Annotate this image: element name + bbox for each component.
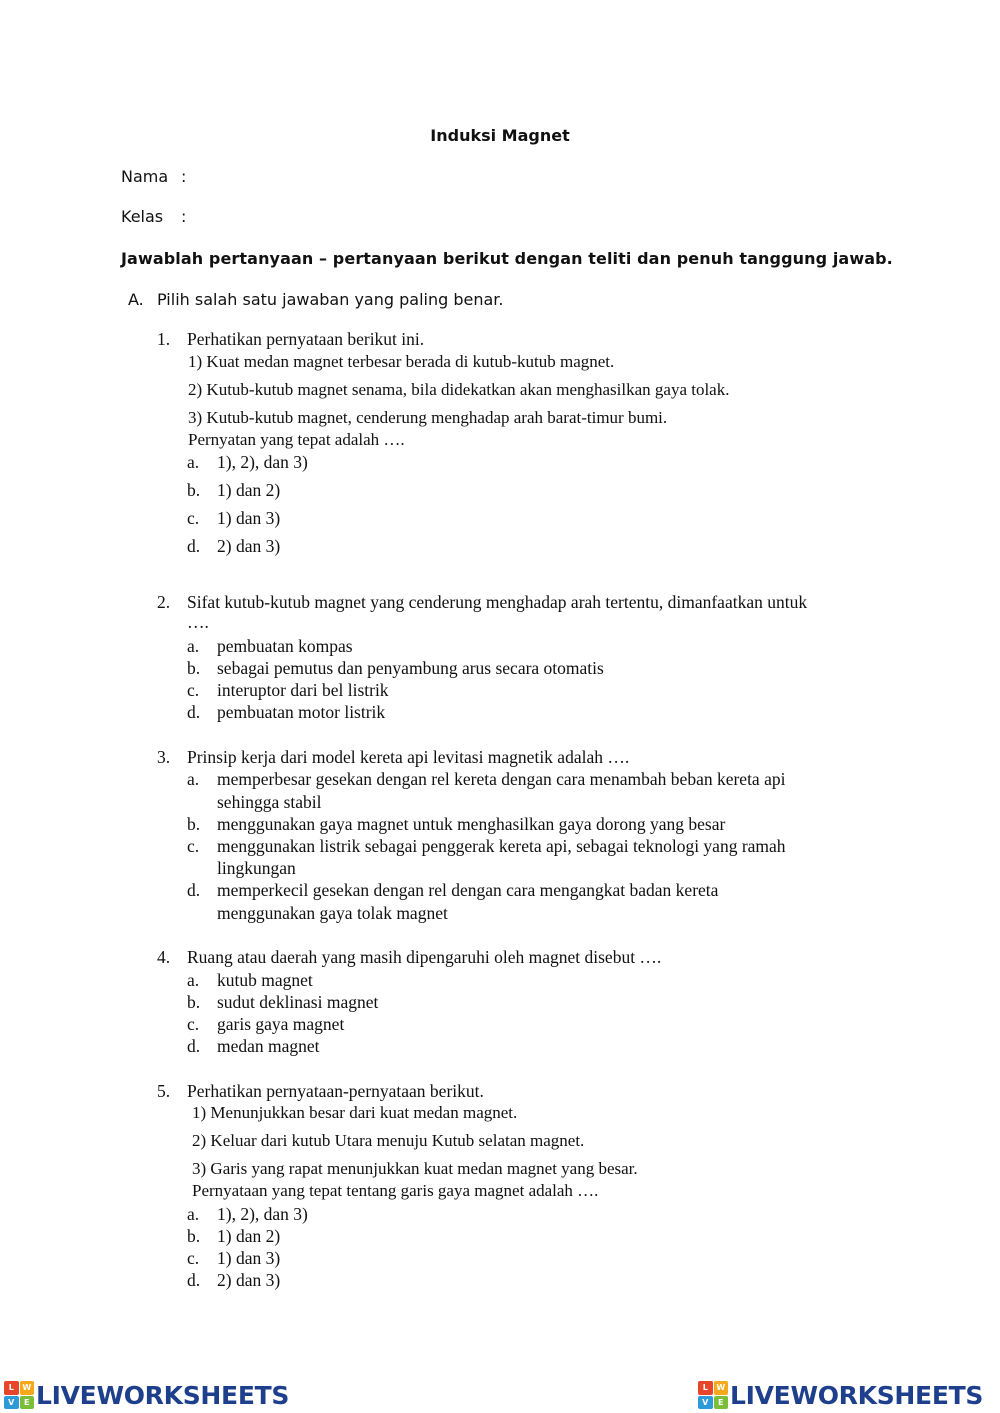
- question-text: Perhatikan pernyataan-pernyataan berikut.: [187, 1081, 484, 1101]
- logo-icon-tile: W: [20, 1381, 35, 1395]
- option-letter: a.: [187, 970, 200, 990]
- logo-icon-tile: E: [20, 1396, 35, 1410]
- logo-icon-tile: W: [714, 1381, 729, 1395]
- option-letter: d.: [187, 880, 201, 900]
- liveworksheets-logo-icon: [698, 1381, 728, 1409]
- option-text[interactable]: sebagai pemutus dan penyambung arus secara otomatis: [217, 658, 604, 678]
- page-title: Induksi Magnet: [430, 126, 570, 145]
- kelas-colon: :: [181, 207, 187, 226]
- logo-text: LIVEWORKSHEETS: [730, 1380, 984, 1410]
- logo-icon-tile: E: [714, 1396, 729, 1410]
- option-letter: d.: [187, 702, 201, 722]
- option-letter: a.: [187, 769, 200, 789]
- question-text: Ruang atau daerah yang masih dipengaruhi oleh magnet disebut ….: [187, 947, 662, 967]
- option-text[interactable]: memperkecil gesekan dengan rel dengan cara mengangkat badan kereta: [217, 880, 719, 900]
- statement: 1) Kuat medan magnet terbesar berada di kutub-kutub magnet.: [188, 352, 615, 371]
- liveworksheets-logo-right: [698, 1380, 983, 1410]
- option-letter: c.: [187, 836, 200, 856]
- option-text[interactable]: sudut deklinasi magnet: [217, 992, 379, 1012]
- kelas-label: Kelas: [121, 207, 164, 226]
- option-text[interactable]: memperbesar gesekan dengan rel kereta dengan cara menambah beban kereta api: [217, 769, 786, 789]
- question-prompt: Pernyataan yang tepat tentang garis gaya magnet adalah ….: [192, 1181, 599, 1200]
- option-letter: b.: [187, 1226, 201, 1246]
- logo-icon-tile: V: [4, 1396, 19, 1410]
- liveworksheets-logo-icon: [4, 1381, 34, 1409]
- option-text[interactable]: medan magnet: [217, 1036, 320, 1056]
- liveworksheets-logo-left: [4, 1380, 289, 1410]
- statement: 1) Menunjukkan besar dari kuat medan magnet.: [192, 1103, 518, 1122]
- option-letter: a.: [187, 636, 200, 656]
- question-text-continued: ….: [187, 612, 209, 632]
- option-text[interactable]: 2) dan 3): [217, 1270, 281, 1290]
- option-text[interactable]: garis gaya magnet: [217, 1014, 345, 1034]
- logo-text: LIVEWORKSHEETS: [36, 1380, 290, 1410]
- statement: 2) Keluar dari kutub Utara menuju Kutub selatan magnet.: [192, 1131, 585, 1150]
- option-letter: c.: [187, 508, 200, 528]
- option-letter: d.: [187, 536, 201, 556]
- nama-colon: :: [181, 167, 187, 186]
- question-number: 5.: [157, 1081, 171, 1101]
- question-number: 4.: [157, 947, 171, 967]
- statement: 3) Garis yang rapat menunjukkan kuat medan magnet yang besar.: [192, 1159, 638, 1178]
- question-prompt: Pernyatan yang tepat adalah ….: [188, 430, 405, 449]
- statement: 2) Kutub-kutub magnet senama, bila didekatkan akan menghasilkan gaya tolak.: [188, 380, 730, 399]
- option-text[interactable]: 1) dan 2): [217, 480, 281, 500]
- option-letter: d.: [187, 1270, 201, 1290]
- option-letter: b.: [187, 814, 201, 834]
- option-text-continued[interactable]: sehingga stabil: [217, 792, 322, 812]
- option-text[interactable]: 1) dan 3): [217, 508, 281, 528]
- option-text[interactable]: 1), 2), dan 3): [217, 1204, 308, 1224]
- option-text-continued[interactable]: lingkungan: [217, 858, 296, 878]
- option-letter: b.: [187, 658, 201, 678]
- option-text[interactable]: 1) dan 3): [217, 1248, 281, 1268]
- option-text[interactable]: menggunakan listrik sebagai penggerak kereta api, sebagai teknologi yang ramah: [217, 836, 786, 856]
- question-number: 1.: [157, 329, 171, 349]
- question-number: 3.: [157, 747, 171, 767]
- option-letter: b.: [187, 480, 201, 500]
- logo-icon-tile: L: [698, 1381, 713, 1395]
- section-text: Pilih salah satu jawaban yang paling benar.: [157, 290, 504, 309]
- question-number: 2.: [157, 592, 171, 612]
- instruction-text: Jawablah pertanyaan – pertanyaan berikut dengan teliti dan penuh tanggung jawab.: [121, 249, 893, 268]
- option-letter: c.: [187, 1248, 200, 1268]
- option-letter: b.: [187, 992, 201, 1012]
- nama-label: Nama: [121, 167, 169, 186]
- option-text[interactable]: pembuatan motor listrik: [217, 702, 386, 722]
- question-text: Prinsip kerja dari model kereta api levitasi magnetik adalah ….: [187, 747, 630, 767]
- option-letter: c.: [187, 1014, 200, 1034]
- option-letter: a.: [187, 452, 200, 472]
- question-text: Perhatikan pernyataan berikut ini.: [187, 329, 425, 349]
- question-text: Sifat kutub-kutub magnet yang cenderung menghadap arah tertentu, dimanfaatkan untuk: [187, 592, 808, 612]
- option-letter: a.: [187, 1204, 200, 1224]
- option-text[interactable]: pembuatan kompas: [217, 636, 353, 656]
- logo-icon-tile: L: [4, 1381, 19, 1395]
- option-text[interactable]: menggunakan gaya magnet untuk menghasilkan gaya dorong yang besar: [217, 814, 726, 834]
- option-text[interactable]: 1), 2), dan 3): [217, 452, 308, 472]
- option-text[interactable]: 1) dan 2): [217, 1226, 281, 1246]
- logo-icon-tile: V: [698, 1396, 713, 1410]
- option-text[interactable]: interuptor dari bel listrik: [217, 680, 389, 700]
- option-letter: c.: [187, 680, 200, 700]
- option-letter: d.: [187, 1036, 201, 1056]
- section-letter: A.: [128, 290, 144, 309]
- option-text[interactable]: kutub magnet: [217, 970, 313, 990]
- statement: 3) Kutub-kutub magnet, cenderung menghadap arah barat-timur bumi.: [188, 408, 668, 427]
- option-text-continued[interactable]: menggunakan gaya tolak magnet: [217, 903, 448, 923]
- option-text[interactable]: 2) dan 3): [217, 536, 281, 556]
